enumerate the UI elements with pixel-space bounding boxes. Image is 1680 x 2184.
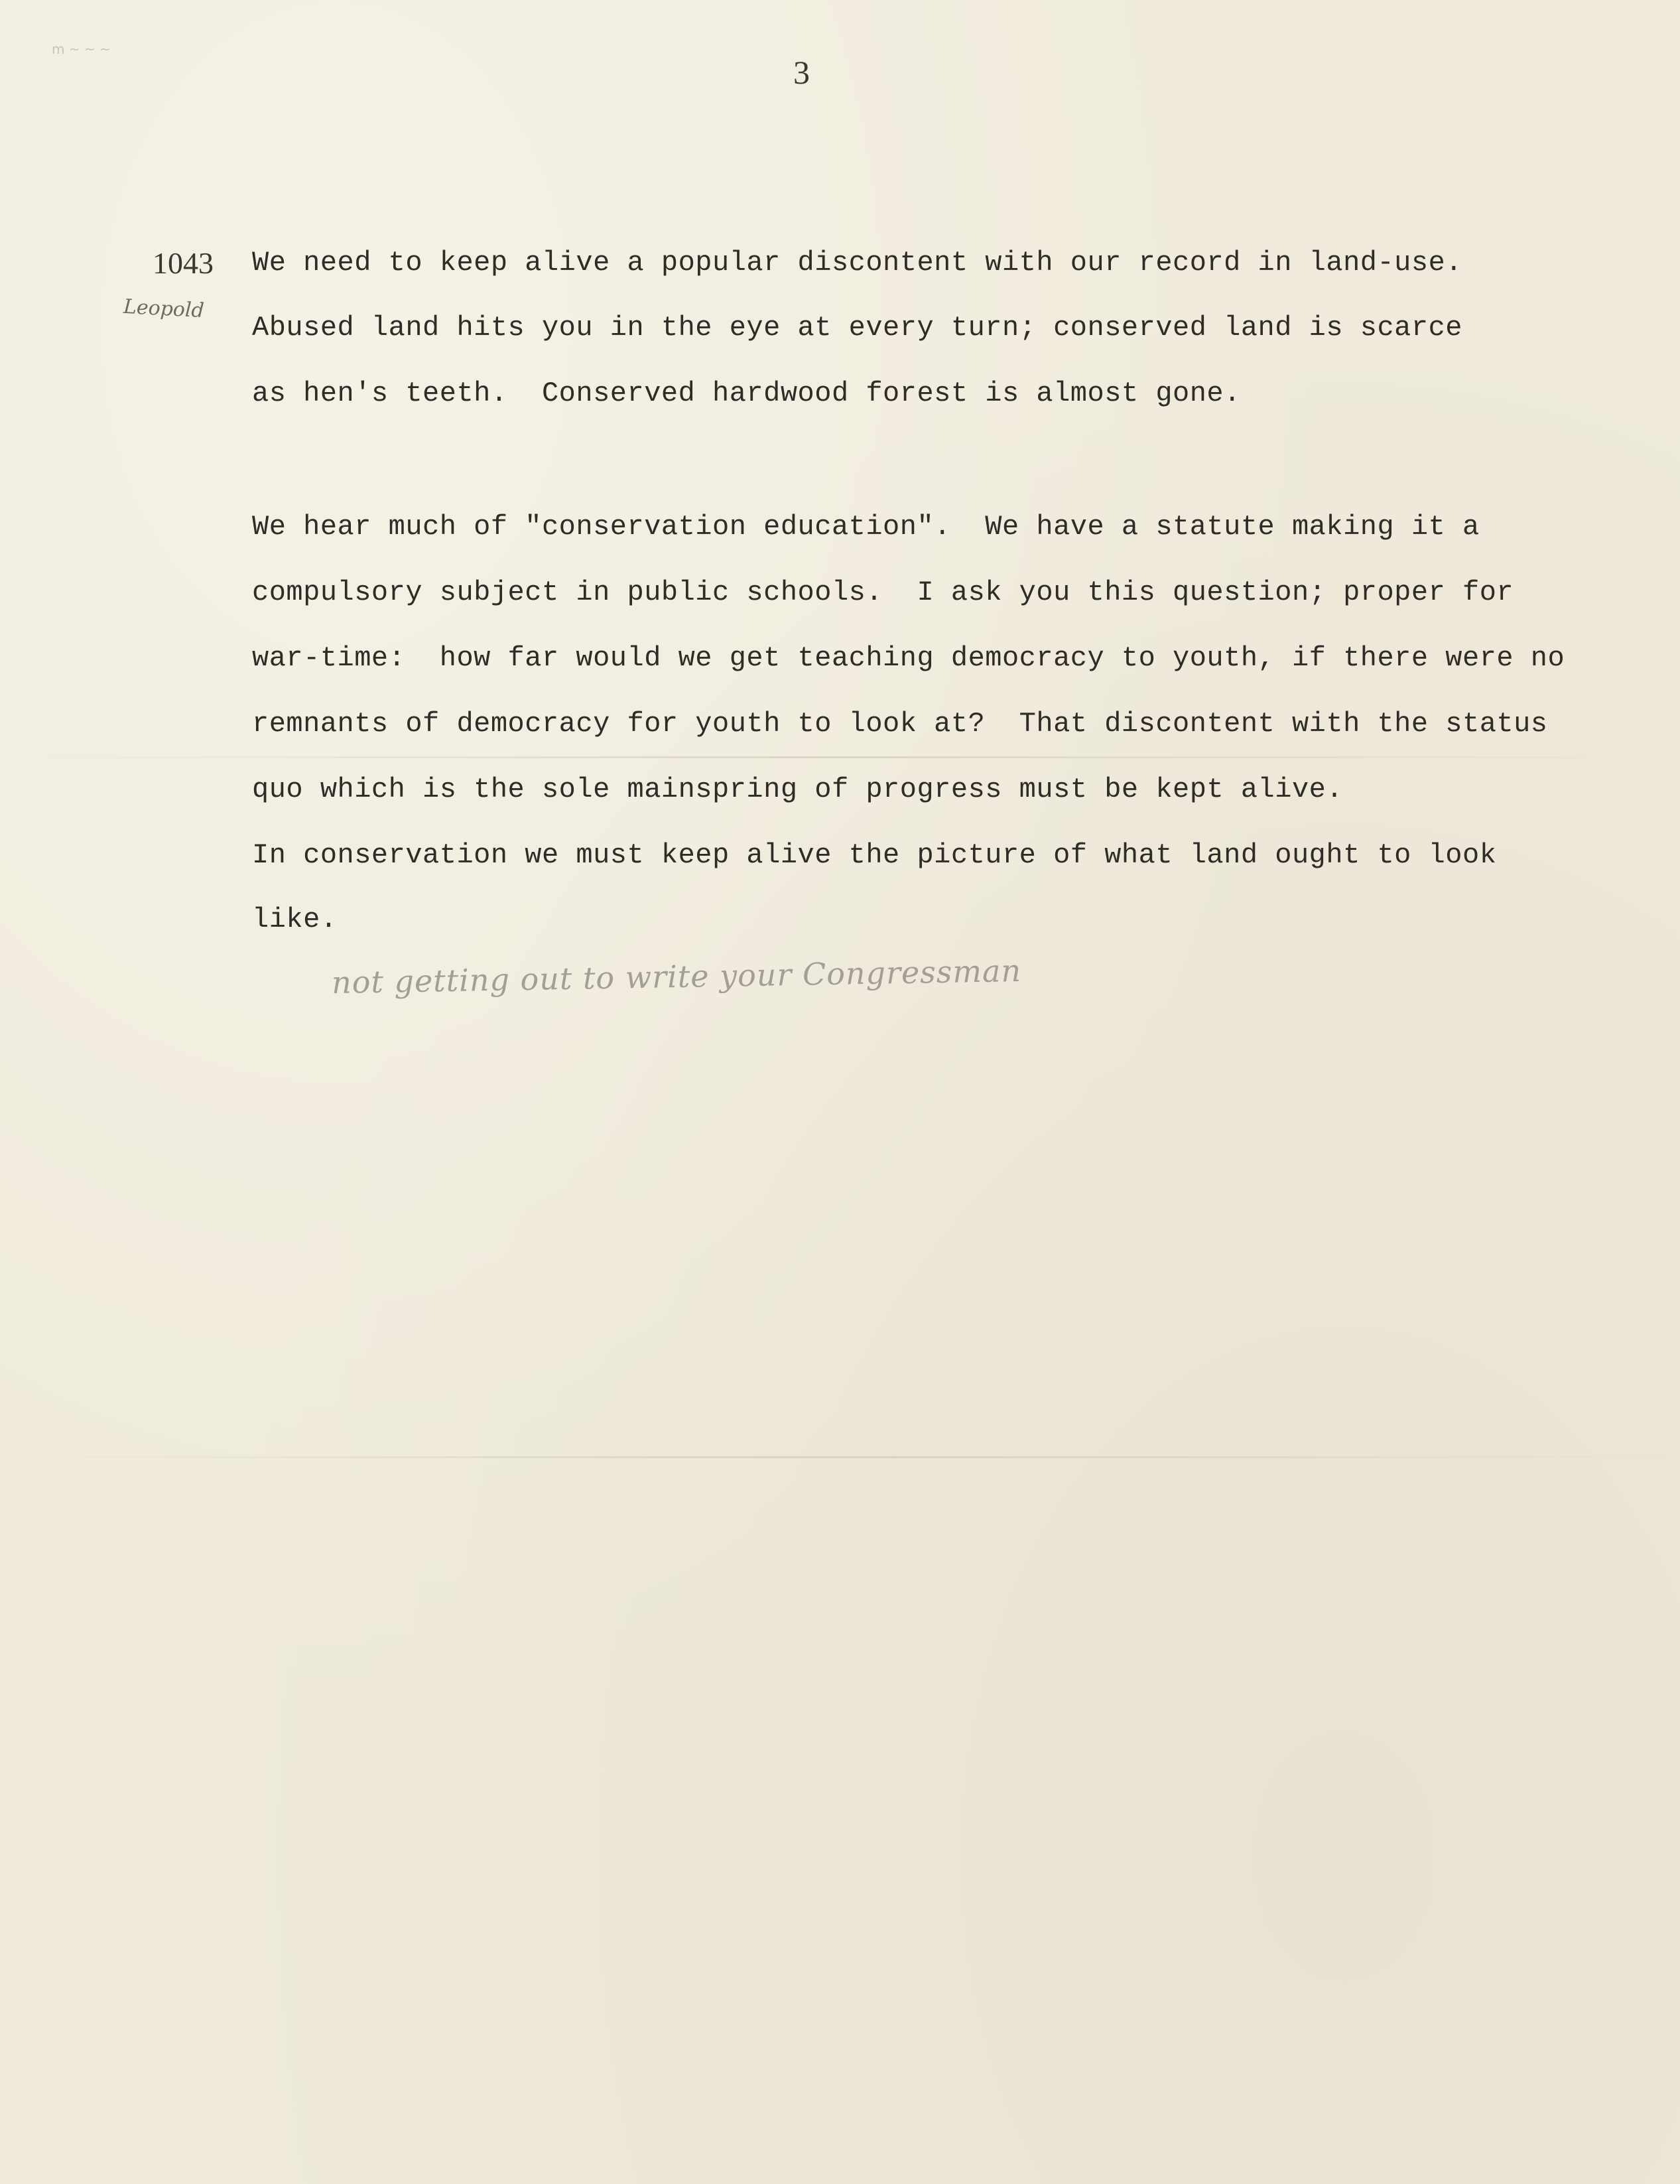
handwritten-pencil-note: not getting out to write your Congressman [331,952,1022,1001]
paragraph-2-line-5: quo which is the sole mainspring of progress must be kept alive. [252,774,1344,805]
paragraph-1-line-1: We need to keep alive a popular discontent with our record in land-use. [252,247,1462,279]
margin-reference-number: 1043 [153,246,214,280]
paragraph-1-line-2: Abused land hits you in the eye at every turn; conserved land is scarce [252,312,1462,344]
corner-scribble: m ~ ~ ~ [52,41,111,57]
paragraph-1-line-3: as hen's teeth. Conserved hardwood forest is almost gone. [252,377,1241,409]
paragraph-2-line-4: remnants of democracy for youth to look at? That discontent with the status [252,708,1548,740]
paragraph-2-line-7: like. [252,904,338,935]
paper-fold-line [0,1456,1680,1458]
paragraph-2-line-2: compulsory subject in public schools. I ask you this question; proper for [252,577,1514,608]
paragraph-2-line-1: We hear much of "conservation education". We have a statute making it a [252,511,1480,543]
margin-handwritten-note: Leopold [123,295,205,323]
paragraph-2-line-6: In conservation we must keep alive the picture of what land ought to look [252,839,1497,871]
paper-fold-line [0,756,1680,758]
paragraph-2-line-3: war-time: how far would we get teaching democracy to youth, if there were no [252,642,1565,674]
page-number: 3 [793,54,810,91]
